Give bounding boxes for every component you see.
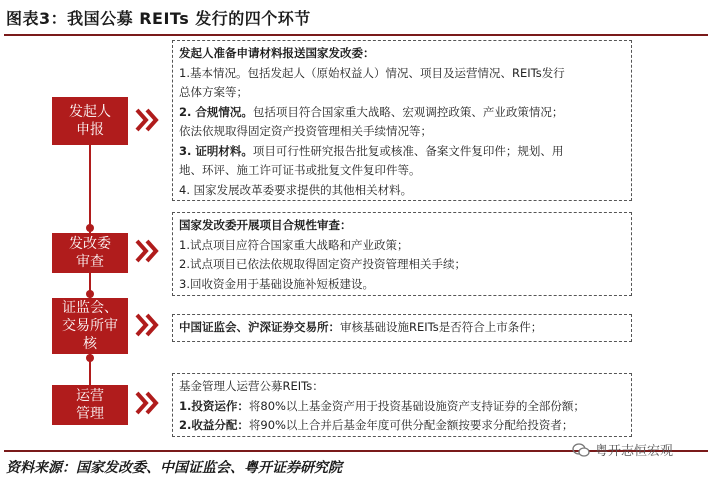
timeline-dot bbox=[86, 354, 94, 362]
top-rule bbox=[4, 34, 708, 36]
watermark-text: 粤开志恒宏观 bbox=[595, 444, 674, 459]
watermark bbox=[572, 440, 673, 459]
box-initiator-materials bbox=[172, 40, 632, 201]
box-line-lead: 2.收益分配： bbox=[179, 418, 249, 432]
box-heading: 中国证监会、沪深证券交易所： bbox=[179, 320, 340, 334]
box-line-lead: 3. 证明材料。 bbox=[179, 143, 253, 158]
box-line: 4. 国家发展改革委要求提供的其他相关材料。 bbox=[179, 182, 413, 197]
box-line: 2.试点项目已依法依规取得固定资产投资管理相关手续； bbox=[179, 257, 466, 271]
box-line: 1.基本情况。包括发起人（原始权益人）情况、项目及运营情况、REITs发行 bbox=[179, 65, 565, 80]
box-fund-operation bbox=[172, 373, 632, 437]
box-heading: 发起人准备申请材料报送国家发改委： bbox=[179, 46, 375, 60]
box-heading: 基金管理人运营公募REITs： bbox=[179, 379, 324, 393]
stage-ndrc-review bbox=[52, 233, 128, 273]
box-line: 地、环评、施工许可证书或批复文件复印件等。 bbox=[179, 163, 421, 177]
timeline-dot bbox=[86, 290, 94, 298]
stage-label-line: 发起人 bbox=[69, 104, 111, 120]
stage-label-line: 管理 bbox=[76, 406, 104, 422]
box-line: 将90%以上合并后基金年度可供分配金额按要求分配给投资者； bbox=[248, 418, 574, 432]
box-heading: 国家发改委开展项目合规性审查： bbox=[179, 218, 352, 232]
timeline-dot bbox=[86, 224, 94, 232]
box-ndrc-compliance bbox=[172, 212, 632, 296]
box-line-lead: 2. 合规情况。 bbox=[179, 104, 253, 119]
box-line: 总体方案等； bbox=[179, 85, 248, 99]
double-chevron-right-icon bbox=[134, 238, 160, 264]
box-line: 1.试点项目应符合国家重大战略和产业政策； bbox=[179, 237, 409, 252]
source-note: 资料来源：国家发改委、中国证监会、粤开证券研究院 bbox=[6, 460, 342, 476]
stage-label-line: 核 bbox=[83, 336, 97, 352]
box-csrc-exchange bbox=[172, 314, 632, 342]
stage-initiator-application bbox=[52, 97, 128, 145]
double-chevron-right-icon bbox=[134, 312, 160, 338]
box-line: 包括项目符合国家重大战略、宏观调控政策、产业政策情况； bbox=[252, 104, 564, 119]
stage-csrc-exchange-review bbox=[52, 298, 128, 354]
figure-title: 图表3：我国公募 REITs 发行的四个环节 bbox=[6, 9, 311, 28]
box-line: 3.回收资金用于基础设施补短板建设。 bbox=[179, 276, 374, 291]
box-line: 项目可行性研究报告批复或核准、备案文件复印件；规划、用 bbox=[252, 143, 564, 158]
box-line: 依法依规取得固定资产投资管理相关手续情况等； bbox=[179, 124, 432, 138]
stage-label-line: 发改委 bbox=[69, 236, 111, 252]
stage-label-line: 申报 bbox=[76, 122, 104, 138]
box-line: 审核基础设施REITs是否符合上市条件； bbox=[340, 320, 543, 334]
stage-label-line: 运营 bbox=[76, 388, 104, 404]
stage-label-line: 审查 bbox=[76, 254, 104, 270]
box-line-lead: 1.投资运作： bbox=[179, 398, 249, 413]
stage-label-line: 交易所审 bbox=[62, 318, 118, 334]
double-chevron-right-icon bbox=[134, 390, 160, 416]
stage-label-line: 证监会、 bbox=[62, 300, 118, 316]
double-chevron-right-icon bbox=[134, 107, 160, 133]
stage-operation-management bbox=[52, 385, 128, 425]
wechat-icon bbox=[572, 443, 590, 457]
box-line: 将80%以上基金资产用于投资基础设施资产支持证券的全部份额； bbox=[248, 398, 585, 413]
